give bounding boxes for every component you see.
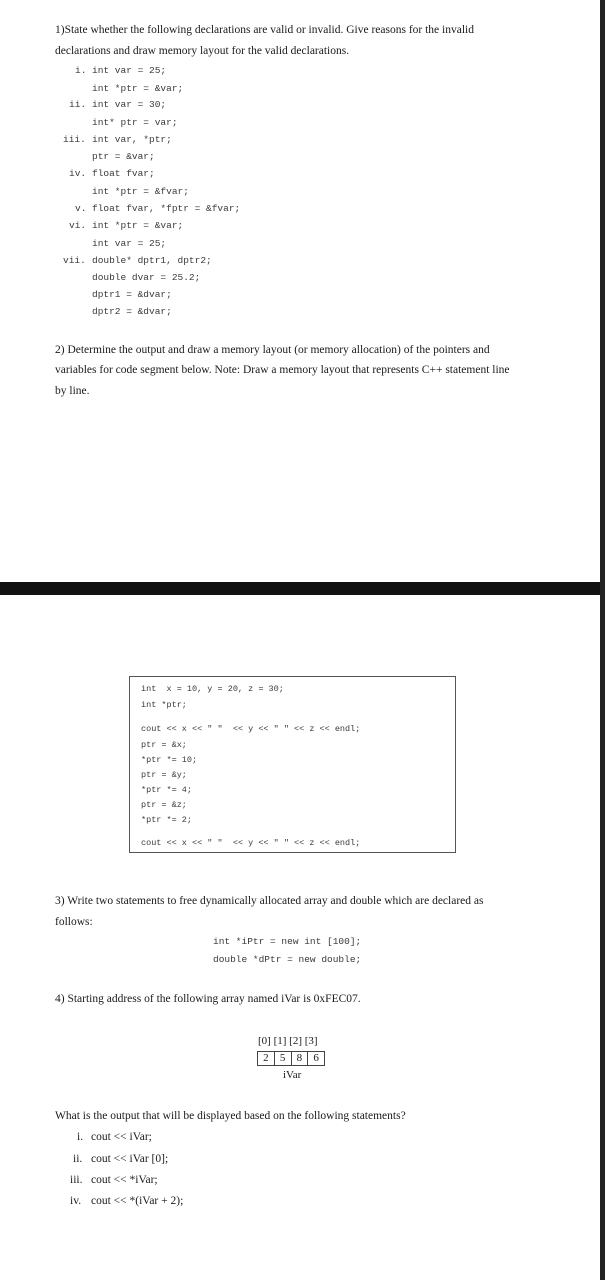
q1-code-line: float fvar, *fptr = &fvar; [92,203,241,214]
q3-line2: follows: [55,916,93,928]
q1-code-line: int var, *ptr; [92,134,172,145]
q2-code-line: ptr = &y; [141,770,187,780]
q4-item-label: ii. [73,1153,83,1165]
page-divider [0,582,605,595]
q1-code-line: int var = 25; [92,238,167,249]
q1-code-line: ptr = &var; [92,151,155,162]
q1-code-line: dptr2 = &dvar; [92,306,172,317]
q2-code-line: *ptr *= 10; [141,755,198,765]
q1-title-line1: 1)State whether the following declarations are valid or invalid. Give reasons for the invalid [55,24,474,36]
q1-item-label-ii: ii. [69,99,87,110]
array-cell: 2 [258,1052,275,1065]
q3-code-line: double *dPtr = new double; [213,954,362,965]
q2-code-line: ptr = &x; [141,740,187,750]
q1-code-line: int var = 25; [92,65,167,76]
array-cell: 8 [292,1052,309,1065]
q4-title: 4) Starting address of the following array named iVar is 0xFEC07. [55,993,361,1005]
q4-item-label: i. [77,1131,84,1143]
q1-item-label-vi: vi. [69,220,87,231]
q1-code-line: double* dptr1, dptr2; [92,255,212,266]
q4-question: What is the output that will be displayed based on the following statements? [55,1110,406,1122]
q4-item-text: cout << *(iVar + 2); [91,1195,184,1207]
q2-code-line: cout << x << " " << y << " " << z << endl; [141,838,361,848]
q4-item-label: iv. [70,1195,82,1207]
q1-code-line: int var = 30; [92,99,167,110]
q2-line2: variables for code segment below. Note: Draw a memory layout that represents C++ statement line [55,364,510,376]
q1-code-line: int *ptr = &var; [92,220,184,231]
q2-code-line: *ptr *= 2; [141,815,193,825]
q3-line1: 3) Write two statements to free dynamically allocated array and double which are declared as [55,895,484,907]
q1-code-line: int* ptr = var; [92,117,178,128]
q2-code-line: cout << x << " " << y << " " << z << endl; [141,724,361,734]
q2-line1: 2) Determine the output and draw a memory layout (or memory allocation) of the pointers and [55,344,490,356]
array-cell: 6 [313,1052,319,1064]
q4-item-label: iii. [70,1174,83,1186]
q2-code-line: int *ptr; [141,700,187,710]
array-indices: [0] [1] [2] [3] [258,1035,318,1047]
q1-item-label-vii: vii. [63,255,86,266]
q1-code-line: int *ptr = &var; [92,83,184,94]
q1-item-label-iv: iv. [69,168,87,179]
q1-item-label-iii: iii. [63,134,86,145]
page-edge [600,0,605,1280]
array-cells [257,1051,325,1066]
array-name: iVar [283,1069,302,1081]
q1-item-label-i: i. [75,65,87,76]
q2-line3: by line. [55,385,90,397]
q1-title-line2: declarations and draw memory layout for the valid declarations. [55,45,350,57]
q4-item-text: cout << *iVar; [91,1174,158,1186]
q1-code-line: dptr1 = &dvar; [92,289,172,300]
q4-item-text: cout << iVar; [91,1131,152,1143]
q2-code-line: ptr = &z; [141,800,187,810]
q2-code-line: *ptr *= 4; [141,785,193,795]
q3-code-line: int *iPtr = new int [100]; [213,936,362,947]
q1-item-label-v: v. [75,203,87,214]
q1-code-line: int *ptr = &fvar; [92,186,189,197]
q4-item-text: cout << iVar [0]; [91,1153,169,1165]
array-cell: 5 [275,1052,292,1065]
q1-code-line: double dvar = 25.2; [92,272,201,283]
q2-code-line: int x = 10, y = 20, z = 30; [141,684,284,694]
q1-code-line: float fvar; [92,168,155,179]
